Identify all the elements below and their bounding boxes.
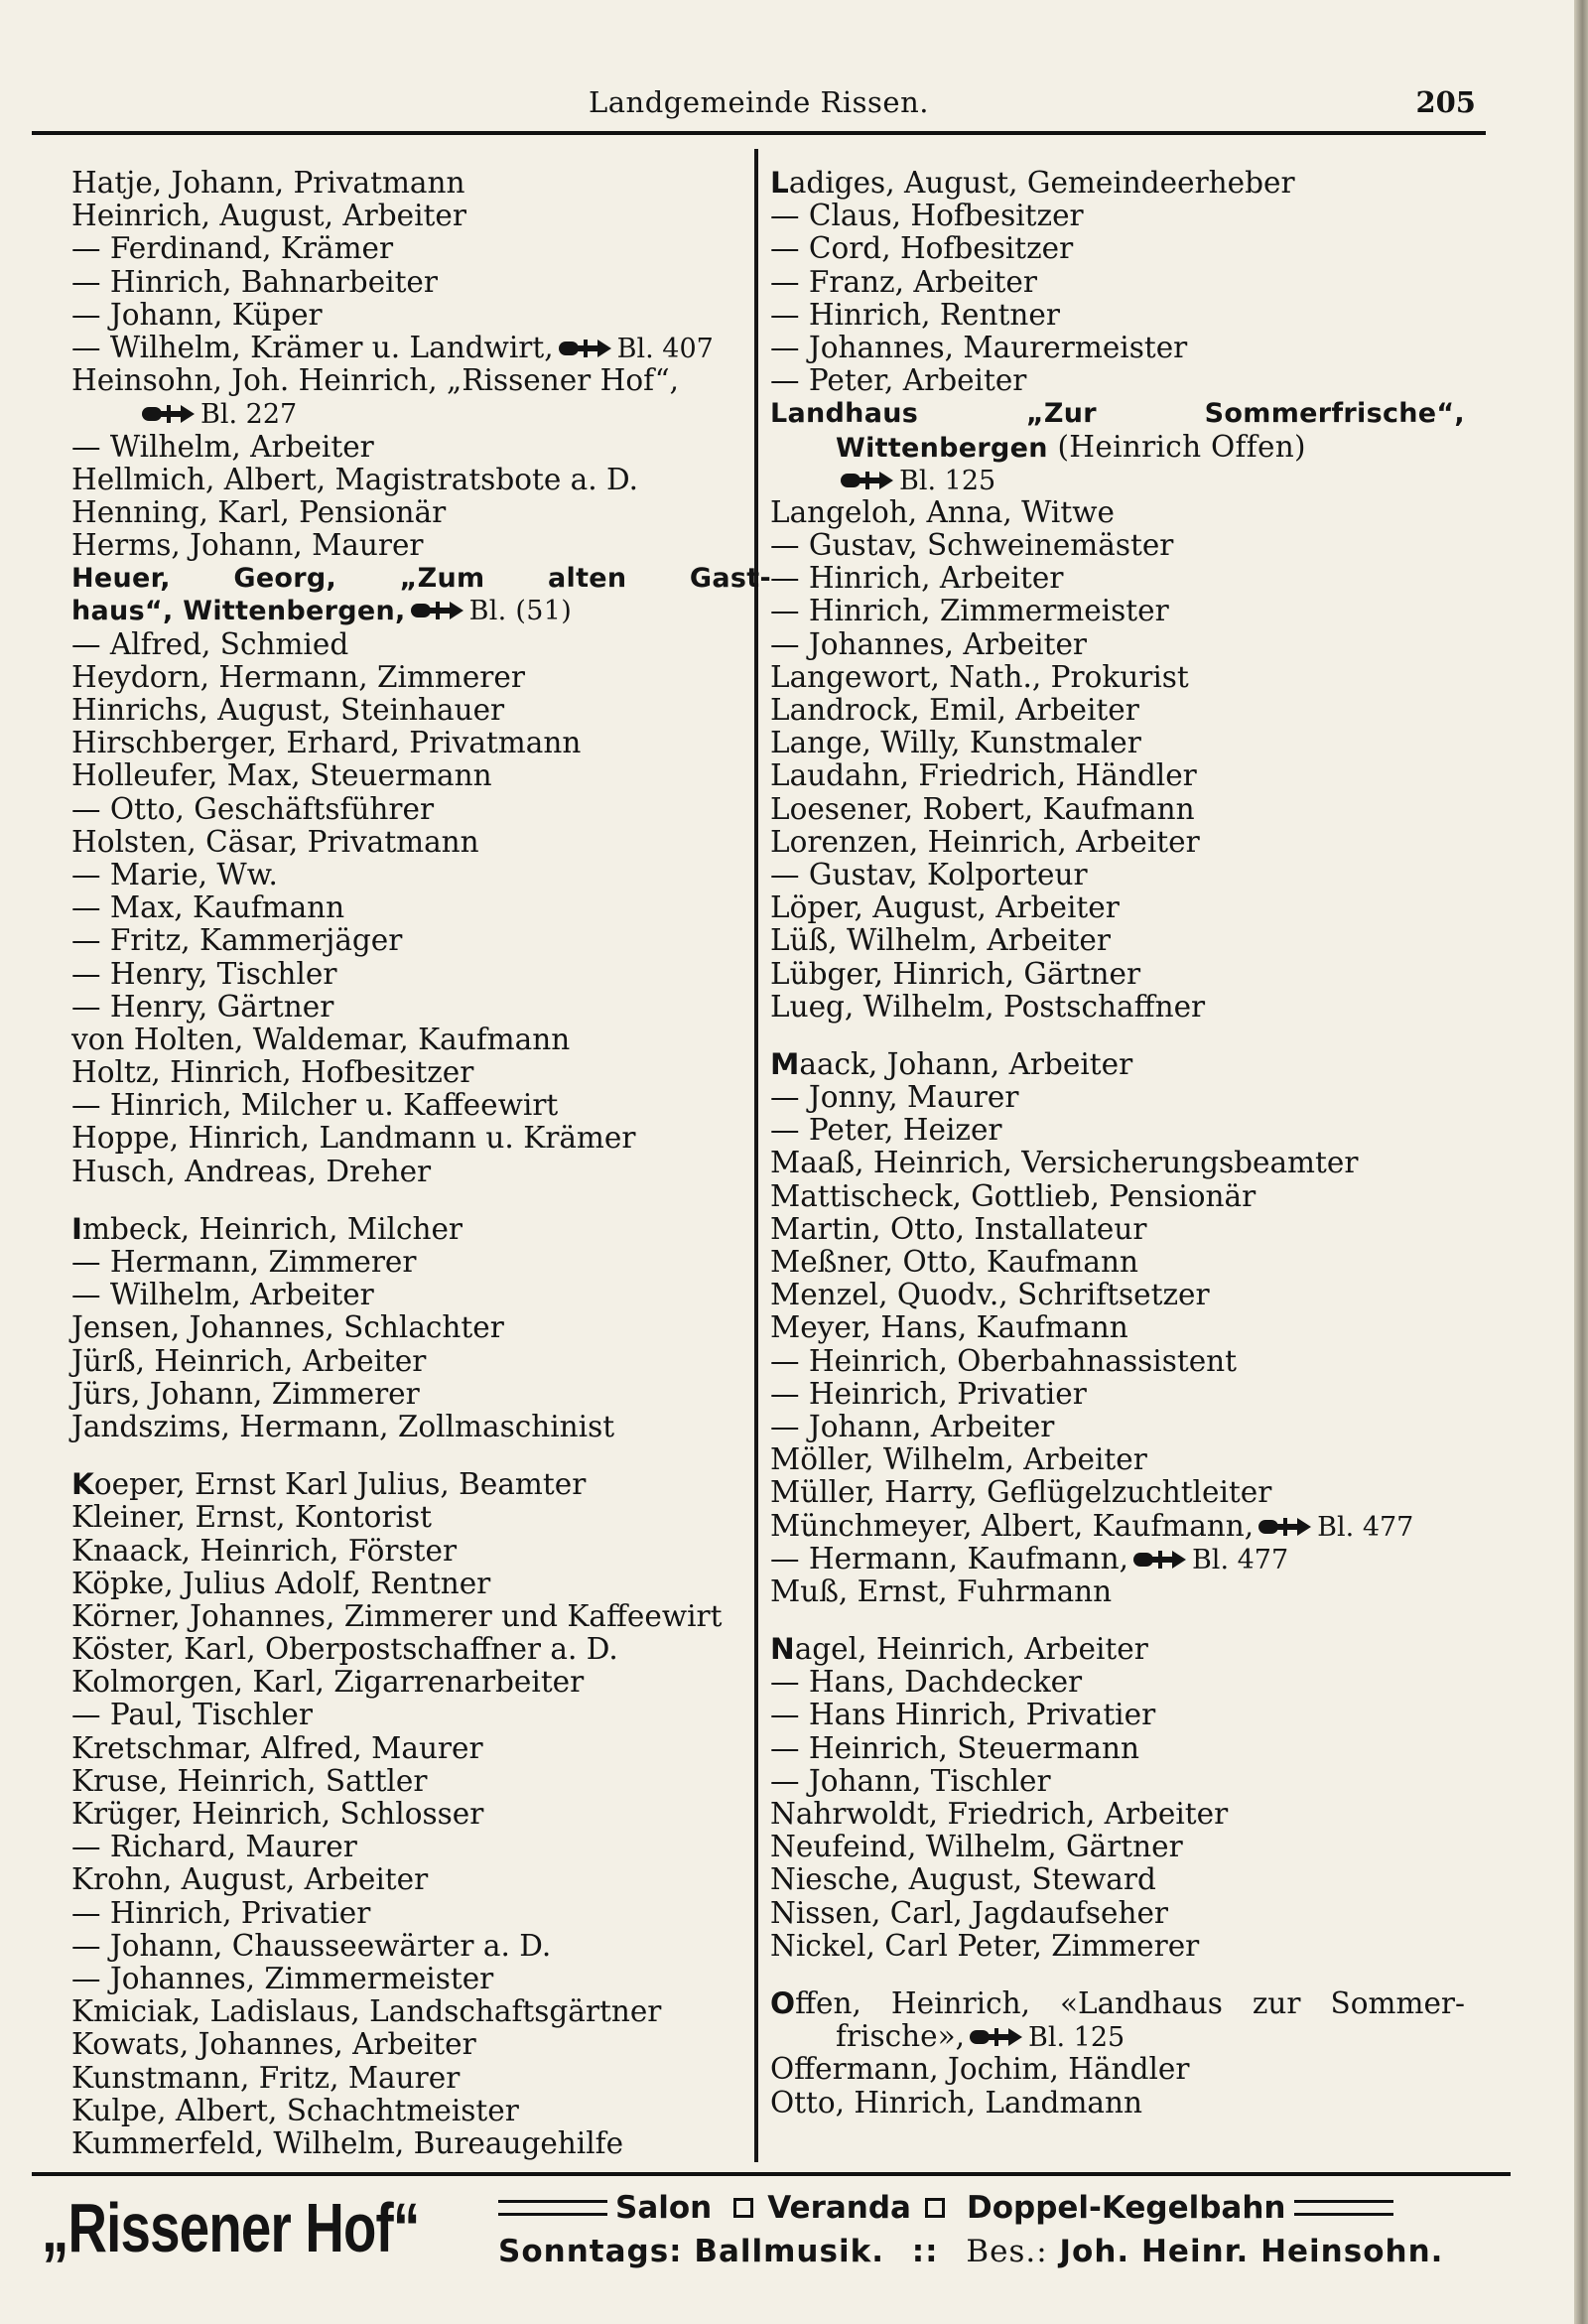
entry-text: Kolmorgen, Karl, Zigarrenarbeiter xyxy=(71,1665,585,1700)
entry-text: haus“, Wittenbergen, xyxy=(71,596,406,627)
directory-entry xyxy=(770,628,1493,661)
entry-text: — Hans, Dachdecker xyxy=(770,1665,1083,1700)
entry-text: — Heinrich, Oberbahnassistent xyxy=(770,1343,1238,1378)
entry-suffix: (Heinrich Offen) xyxy=(1047,429,1306,464)
entry-text: — Peter, Heizer xyxy=(770,1113,1002,1148)
entry-text: — Heinrich, Steuermann xyxy=(770,1730,1139,1765)
directory-entry xyxy=(71,2028,771,2061)
entry-text: — Marie, Ww. xyxy=(71,857,278,891)
directory-entry xyxy=(71,793,771,826)
directory-entry xyxy=(71,991,771,1024)
entry-text: Lübger, Hinrich, Gärtner xyxy=(770,956,1141,991)
directory-entry xyxy=(71,1535,771,1568)
entry-text: — Max, Kaufmann xyxy=(71,890,345,925)
entry-text: Nickel, Carl Peter, Zimmerer xyxy=(770,1928,1200,1963)
directory-entry xyxy=(71,1863,771,1896)
directory-entry xyxy=(71,1699,771,1731)
phone-reference: Bl. 227 xyxy=(200,399,298,431)
directory-entry xyxy=(71,464,771,496)
directory-entry xyxy=(770,1081,1493,1114)
entry-text: — Johannes, Zimmermeister xyxy=(71,1961,494,1995)
directory-entry xyxy=(71,1600,771,1633)
entry-text: Krohn, August, Arbeiter xyxy=(71,1862,429,1897)
entry-text: — Wilhelm, Krämer u. Landwirt, xyxy=(71,330,554,364)
entry-text: Loesener, Robert, Kaufmann xyxy=(770,791,1195,826)
entry-text: Jürs, Johann, Zimmerer xyxy=(71,1376,420,1411)
entry-text: Kulpe, Albert, Schachtmeister xyxy=(71,2093,519,2127)
entry-text: Krüger, Heinrich, Schlosser xyxy=(71,1797,484,1831)
page-title: Landgemeinde Rissen. xyxy=(588,85,929,119)
entry-text: Koeper, Ernst Karl Julius, Beamter xyxy=(71,1467,587,1502)
directory-entry xyxy=(770,200,1493,232)
directory-entry xyxy=(770,1510,1493,1543)
entry-text: Lüß, Wilhelm, Arbeiter xyxy=(770,923,1111,958)
feature-veranda: Veranda xyxy=(767,2190,911,2226)
directory-entry xyxy=(71,266,771,299)
directory-entry xyxy=(71,167,771,200)
entry-text: Landrock, Emil, Arbeiter xyxy=(770,693,1139,727)
right-column xyxy=(770,167,1493,2119)
entry-text: — Johannes, Arbeiter xyxy=(770,626,1087,661)
directory-entry xyxy=(71,1468,771,1501)
directory-entry xyxy=(71,1568,771,1600)
entry-text: Heydorn, Hermann, Zimmerer xyxy=(71,659,525,694)
directory-entry xyxy=(770,891,1493,924)
directory-entry xyxy=(770,1147,1493,1179)
entry-text: Kummerfeld, Wilhelm, Bureaugehilfe xyxy=(71,2125,624,2160)
directory-entry xyxy=(770,1863,1493,1896)
entry-text: Möller, Wilhelm, Arbeiter xyxy=(770,1442,1147,1477)
directory-entry xyxy=(770,431,1493,464)
directory-entry xyxy=(770,397,1465,430)
double-rule xyxy=(498,2200,607,2216)
entry-text: — Ferdinand, Krämer xyxy=(71,231,394,266)
entry-text: Kretschmar, Alfred, Maurer xyxy=(71,1730,483,1765)
directory-entry xyxy=(770,332,1493,364)
entry-text: Laudahn, Friedrich, Händler xyxy=(770,758,1197,793)
entry-text: Heinrich, August, Arbeiter xyxy=(71,199,466,233)
directory-entry xyxy=(770,1831,1493,1863)
directory-entry xyxy=(770,1213,1493,1246)
directory-entry xyxy=(770,167,1493,200)
directory-entry xyxy=(770,496,1493,529)
square-bullet-icon xyxy=(733,2198,753,2218)
entry-text: Nahrwoldt, Friedrich, Arbeiter xyxy=(770,1797,1229,1831)
entry-text: — Hinrich, Zimmermeister xyxy=(770,594,1169,628)
directory-entry xyxy=(71,661,771,694)
directory-entry xyxy=(71,727,771,759)
entry-text: Heinsohn, Joh. Heinrich, „Rissener Hof“, xyxy=(71,363,680,398)
entry-text: — Heinrich, Privatier xyxy=(770,1376,1087,1411)
entry-text: — Wilhelm, Arbeiter xyxy=(71,429,374,464)
entry-text: Köster, Karl, Oberpostschaffner a. D. xyxy=(71,1632,618,1667)
entry-text: Ladiges, August, Gemeindeerheber xyxy=(770,166,1295,200)
directory-entry xyxy=(71,2062,771,2095)
directory-entry xyxy=(71,1798,771,1831)
entry-text: Langeloh, Anna, Witwe xyxy=(770,494,1115,529)
directory-entry xyxy=(71,759,771,792)
directory-entry xyxy=(770,1699,1493,1731)
entry-text: Imbeck, Heinrich, Milcher xyxy=(71,1211,463,1246)
entry-text: — Alfred, Schmied xyxy=(71,626,349,661)
directory-entry xyxy=(770,1575,1493,1608)
entry-text: Holsten, Cäsar, Privatmann xyxy=(71,824,479,859)
directory-entry xyxy=(770,859,1493,891)
telephone-hand-icon xyxy=(410,598,465,621)
entry-text: Lueg, Wilhelm, Postschaffner xyxy=(770,989,1206,1024)
feature-salon: Salon xyxy=(615,2190,713,2226)
entry-text: Kunstmann, Fritz, Maurer xyxy=(71,2060,461,2095)
directory-entry xyxy=(71,299,771,332)
entry-text: — Peter, Arbeiter xyxy=(770,363,1027,398)
directory-entry xyxy=(770,958,1493,991)
directory-entry xyxy=(71,1056,771,1089)
directory-entry xyxy=(770,2087,1493,2119)
directory-entry xyxy=(770,1411,1493,1443)
entry-text: — Claus, Hofbesitzer xyxy=(770,199,1084,233)
directory-entry xyxy=(71,958,771,991)
entry-text: Lange, Willy, Kunstmaler xyxy=(770,726,1141,760)
entry-text: Henning, Karl, Pensionär xyxy=(71,494,447,529)
directory-entry xyxy=(770,2053,1493,2086)
directory-entry xyxy=(770,1246,1493,1279)
directory-entry xyxy=(770,991,1493,1024)
entry-text: Müller, Harry, Geflügelzuchtleiter xyxy=(770,1475,1272,1510)
page-header xyxy=(32,85,1486,135)
entry-text: Kruse, Heinrich, Sattler xyxy=(71,1763,428,1798)
entry-text: Jürß, Heinrich, Arbeiter xyxy=(71,1343,427,1378)
entry-text: — Fritz, Kammerjäger xyxy=(71,923,403,958)
entry-text: Landhaus „Zur Sommerfrische“, xyxy=(770,398,1465,430)
directory-entry xyxy=(71,1501,771,1534)
directory-entry xyxy=(770,1180,1493,1213)
directory-entry xyxy=(770,1930,1493,1963)
directory-entry xyxy=(71,1765,771,1798)
entry-text: Meßner, Otto, Kaufmann xyxy=(770,1245,1138,1279)
entry-text: Körner, Johannes, Zimmerer und Kaffeewirt xyxy=(71,1598,723,1633)
directory-entry xyxy=(71,1378,771,1411)
phone-reference: Bl. 407 xyxy=(616,333,714,364)
directory-entry xyxy=(770,232,1493,265)
directory-entry xyxy=(770,1378,1493,1411)
directory-entry xyxy=(770,299,1493,332)
entry-text: Holtz, Hinrich, Hofbesitzer xyxy=(71,1055,474,1090)
directory-entry xyxy=(71,1345,771,1378)
directory-entry xyxy=(71,1156,771,1188)
directory-entry xyxy=(770,464,1493,496)
entry-text: Maaß, Heinrich, Versicherungsbeamter xyxy=(770,1146,1359,1180)
directory-entry xyxy=(770,364,1493,397)
directory-entry xyxy=(71,1213,771,1246)
directory-entry xyxy=(770,1345,1493,1378)
telephone-hand-icon xyxy=(141,400,197,424)
entry-text: — Hinrich, Milcher u. Kaffeewirt xyxy=(71,1088,559,1123)
directory-entry xyxy=(71,1732,771,1765)
entry-text: Hellmich, Albert, Magistratsbote a. D. xyxy=(71,462,638,496)
entry-text: Husch, Andreas, Dreher xyxy=(71,1154,432,1188)
entry-text: Jensen, Johannes, Schlachter xyxy=(71,1310,504,1345)
entry-text: Holleufer, Max, Steuermann xyxy=(71,758,492,793)
directory-entry xyxy=(71,431,771,464)
directory-entry xyxy=(71,529,771,562)
entry-text: — Hinrich, Rentner xyxy=(770,297,1060,332)
entry-text: Hoppe, Hinrich, Landmann u. Krämer xyxy=(71,1121,636,1156)
entry-text: Hatje, Johann, Privatmann xyxy=(71,166,465,200)
telephone-hand-icon xyxy=(1257,1513,1313,1537)
owner-line xyxy=(498,2234,1501,2269)
telephone-hand-icon xyxy=(969,2023,1024,2047)
telephone-hand-icon xyxy=(1132,1546,1188,1570)
directory-entry xyxy=(71,1963,771,1995)
directory-entry xyxy=(71,1122,771,1155)
entry-text: — Henry, Gärtner xyxy=(71,989,334,1024)
entry-text: — Johann, Küper xyxy=(71,297,323,332)
directory-entry xyxy=(71,595,771,627)
entry-text: — Johann, Chausseewärter a. D. xyxy=(71,1928,552,1963)
sunday-music: Sonntags: Ballmusik. xyxy=(498,2234,884,2269)
directory-entry xyxy=(770,562,1493,595)
entry-text: — Jonny, Maurer xyxy=(770,1080,1019,1115)
left-column xyxy=(71,167,771,2160)
entry-text: Heuer, Georg, „Zum alten Gast- xyxy=(71,563,771,595)
directory-entry xyxy=(71,1089,771,1122)
directory-entry xyxy=(770,266,1493,299)
directory-entry xyxy=(770,1633,1493,1666)
phone-reference: Bl. (51) xyxy=(468,596,573,627)
page-edge xyxy=(1574,0,1588,2324)
directory-entry xyxy=(770,1476,1493,1509)
directory-entry xyxy=(71,1279,771,1311)
directory-entry xyxy=(71,1666,771,1699)
directory-entry xyxy=(71,694,771,727)
directory-entry xyxy=(71,1246,771,1279)
directory-entry xyxy=(770,793,1493,826)
entry-text: Nissen, Carl, Jagdaufseher xyxy=(770,1895,1169,1930)
feature-line xyxy=(498,2190,1501,2226)
directory-entry xyxy=(71,1831,771,1863)
directory-entry xyxy=(71,496,771,529)
entry-text: Knaack, Heinrich, Förster xyxy=(71,1533,458,1568)
double-rule xyxy=(1294,2200,1393,2216)
entry-text: frische», xyxy=(836,2019,965,2054)
entry-text: von Holten, Waldemar, Kaufmann xyxy=(71,1022,571,1056)
directory-entry xyxy=(71,232,771,265)
directory-entry xyxy=(770,1443,1493,1476)
directory-entry xyxy=(71,891,771,924)
directory-entry xyxy=(71,562,771,595)
entry-text: Maack, Johann, Arbeiter xyxy=(770,1046,1133,1081)
separator: :: xyxy=(911,2234,939,2269)
directory-entry xyxy=(71,1897,771,1930)
directory-entry xyxy=(71,1995,771,2028)
entry-text: Löper, August, Arbeiter xyxy=(770,890,1120,925)
entry-text: Niesche, August, Steward xyxy=(770,1862,1156,1897)
directory-entry xyxy=(770,595,1493,627)
entry-text: Kmiciak, Ladislaus, Landschaftsgärtner xyxy=(71,1994,662,2029)
entry-text: — Wilhelm, Arbeiter xyxy=(71,1278,374,1312)
phone-reference: Bl. 125 xyxy=(899,465,996,496)
directory-entry xyxy=(71,1411,771,1443)
directory-entry xyxy=(770,1114,1493,1147)
entry-text: — Henry, Tischler xyxy=(71,956,337,991)
entry-text: Jandszims, Hermann, Zollmaschinist xyxy=(71,1409,615,1443)
entry-text: — Hinrich, Arbeiter xyxy=(770,561,1064,596)
entry-text: Hirschberger, Erhard, Privatmann xyxy=(71,726,582,760)
directory-entry xyxy=(770,694,1493,727)
directory-entry xyxy=(71,397,771,430)
directory-entry xyxy=(71,2127,771,2160)
page-number: 205 xyxy=(1415,85,1476,119)
directory-entry xyxy=(71,1930,771,1963)
directory-entry xyxy=(770,759,1493,792)
entry-text: — Johannes, Maurermeister xyxy=(770,330,1188,364)
entry-text: Meyer, Hans, Kaufmann xyxy=(770,1310,1128,1345)
telephone-hand-icon xyxy=(840,467,895,490)
directory-entry xyxy=(770,1897,1493,1930)
directory-entry xyxy=(770,1543,1493,1575)
directory-entry xyxy=(71,364,771,397)
directory-entry xyxy=(770,2020,1493,2053)
phone-reference: Bl. 125 xyxy=(1028,2022,1125,2054)
entry-text: Hinrichs, August, Steinhauer xyxy=(71,693,505,727)
entry-text: — Hinrich, Privatier xyxy=(71,1895,371,1930)
directory-entry xyxy=(770,1666,1493,1699)
brand-name: „Rissener Hof“ xyxy=(42,2189,420,2266)
entry-text: Wittenbergen xyxy=(836,432,1048,464)
telephone-hand-icon xyxy=(558,335,613,358)
directory-entry xyxy=(71,628,771,661)
entry-text: — Cord, Hofbesitzer xyxy=(770,231,1074,266)
square-bullet-icon xyxy=(925,2198,945,2218)
phone-reference: Bl. 477 xyxy=(1317,1511,1414,1543)
directory-entry xyxy=(770,727,1493,759)
entry-text: Menzel, Quodv., Schriftsetzer xyxy=(770,1278,1210,1312)
directory-entry xyxy=(770,1987,1465,2020)
entry-text: Kowats, Johannes, Arbeiter xyxy=(71,2027,476,2062)
entry-text: — Franz, Arbeiter xyxy=(770,264,1037,299)
directory-entry xyxy=(770,826,1493,859)
directory-entry xyxy=(770,1279,1493,1311)
footer-rule xyxy=(32,2172,1511,2176)
entry-text: Offen, Heinrich, «Landhaus zur Sommer- xyxy=(770,1985,1465,2020)
directory-entry xyxy=(770,924,1493,957)
entry-text: — Hermann, Zimmerer xyxy=(71,1245,417,1279)
directory-entry xyxy=(770,1048,1493,1081)
entry-text: Neufeind, Wilhelm, Gärtner xyxy=(770,1830,1183,1864)
directory-entry xyxy=(71,1311,771,1344)
directory-entry xyxy=(770,1798,1493,1831)
feature-kegelbahn: Doppel-Kegelbahn xyxy=(966,2190,1286,2226)
advertisement-footer xyxy=(32,2180,1511,2289)
entry-text: Muß, Ernst, Fuhrmann xyxy=(770,1573,1113,1608)
directory-entry xyxy=(770,529,1493,562)
directory-entry xyxy=(770,1732,1493,1765)
directory-entry xyxy=(71,2095,771,2127)
directory-entry xyxy=(71,1024,771,1056)
directory-entry xyxy=(770,1311,1493,1344)
directory-entry xyxy=(71,332,771,364)
entry-text: — Johann, Arbeiter xyxy=(770,1409,1055,1443)
directory-entry xyxy=(770,1765,1493,1798)
entry-text: Kleiner, Ernst, Kontorist xyxy=(71,1500,432,1535)
entry-text: Otto, Hinrich, Landmann xyxy=(770,2085,1143,2119)
entry-text: — Hinrich, Bahnarbeiter xyxy=(71,264,438,299)
entry-text: — Paul, Tischler xyxy=(71,1698,313,1732)
entry-text: — Gustav, Schweinemäster xyxy=(770,528,1174,563)
directory-entry xyxy=(71,200,771,232)
entry-text: Münchmeyer, Albert, Kaufmann, xyxy=(770,1508,1255,1543)
entry-text: Herms, Johann, Maurer xyxy=(71,528,424,563)
phone-reference: Bl. 477 xyxy=(1191,1544,1289,1575)
entry-text: Offermann, Jochim, Händler xyxy=(770,2052,1190,2087)
owner-label: Bes.: xyxy=(966,2234,1048,2269)
directory-entry xyxy=(770,661,1493,694)
entry-text: — Hans Hinrich, Privatier xyxy=(770,1698,1156,1732)
entry-text: Martin, Otto, Installateur xyxy=(770,1211,1147,1246)
directory-entry xyxy=(71,859,771,891)
directory-entry xyxy=(71,924,771,957)
owner-name: Joh. Heinr. Heinsohn. xyxy=(1059,2234,1444,2269)
entry-text: Lorenzen, Heinrich, Arbeiter xyxy=(770,824,1200,859)
entry-text: Nagel, Heinrich, Arbeiter xyxy=(770,1632,1148,1667)
directory-entry xyxy=(71,826,771,859)
entry-text: Mattischeck, Gottlieb, Pensionär xyxy=(770,1178,1257,1213)
entry-text: — Richard, Maurer xyxy=(71,1830,357,1864)
entry-text: — Johann, Tischler xyxy=(770,1763,1051,1798)
entry-text: — Otto, Geschäftsführer xyxy=(71,791,435,826)
entry-text: Köpke, Julius Adolf, Rentner xyxy=(71,1566,491,1600)
entry-text: — Hermann, Kaufmann, xyxy=(770,1541,1128,1575)
entry-text: — Gustav, Kolporteur xyxy=(770,857,1088,891)
entry-text: Langewort, Nath., Prokurist xyxy=(770,659,1189,694)
directory-entry xyxy=(71,1633,771,1666)
